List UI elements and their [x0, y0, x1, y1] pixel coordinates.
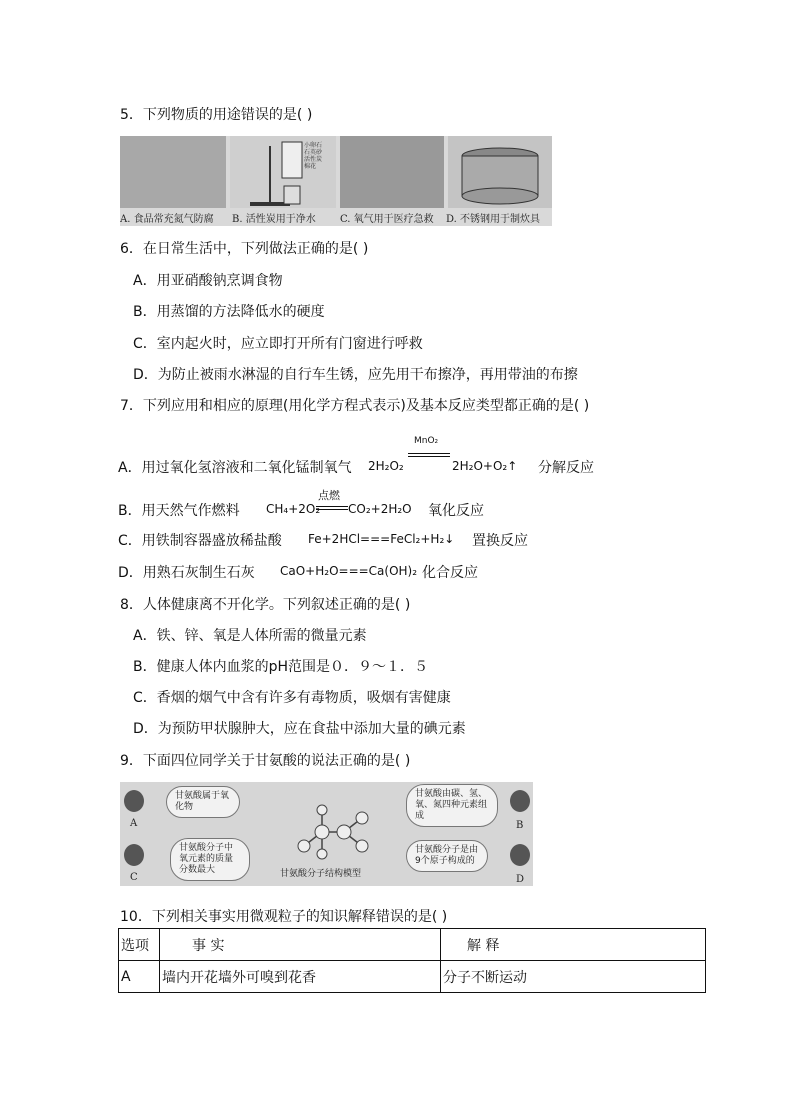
q8-option-c: C．香烟的烟气中含有许多有毒物质，吸烟有害健康	[133, 690, 451, 706]
letter-b: B	[516, 820, 524, 831]
q7-b-left: CH₄+2O₂	[266, 502, 321, 516]
q10-stem: 10．下列相关事实用微观粒子的知识解释错误的是( )	[120, 909, 448, 925]
q7-c-equation: Fe+2HCl===FeCl₂+H₂↓	[308, 532, 455, 546]
table-row	[119, 961, 706, 993]
q5-caption-b: B. 活性炭用于净水	[232, 214, 316, 225]
student-a-avatar	[124, 790, 144, 812]
q7-d-equation: CaO+H₂O===Ca(OH)₂	[280, 564, 418, 578]
q9-stem: 9．下面四位同学关于甘氨酸的说法正确的是( )	[120, 753, 411, 769]
header-explanation: 解 释	[441, 929, 706, 961]
bubble-c: 甘氨酸分子中氧元素的质量分数最大	[170, 838, 250, 881]
q7-b-right: CO₂+2H₂O	[348, 502, 412, 516]
q7-c-type: 置换反应	[472, 533, 528, 549]
letter-d: D	[516, 874, 525, 885]
header-option: 选项	[119, 929, 160, 961]
q9-image	[120, 782, 533, 886]
q5-caption-a: A. 食品常充氮气防腐	[120, 214, 214, 225]
glycine-molecule-model-icon	[290, 800, 380, 862]
cell-option: A	[119, 961, 160, 993]
q7-d-type: 化合反应	[422, 565, 478, 581]
q5-panel-a	[120, 136, 226, 208]
q5-panel-c	[340, 136, 444, 208]
header-fact: 事 实	[160, 929, 441, 961]
q7-b-condition: 点燃	[318, 489, 340, 502]
model-caption: 甘氨酸分子结构模型	[280, 869, 362, 879]
q6-option-b: B．用蒸馏的方法降低水的硬度	[133, 304, 325, 320]
q7-option-b: B．用天然气作燃料	[118, 503, 240, 519]
q7-option-a: A．用过氧化氢溶液和二氧化锰制氧气	[118, 460, 352, 476]
q7-stem: 7．下列应用和相应的原理(用化学方程式表示)及基本反应类型都正确的是( )	[120, 398, 590, 414]
bubble-d: 甘氨酸分子是由9个原子构成的	[406, 840, 488, 872]
q6-option-a: A．用亚硝酸钠烹调食物	[133, 273, 283, 289]
q6-option-d: D．为防止被雨水淋湿的自行车生锈，应先用干布擦净，再用带油的布擦	[133, 367, 578, 383]
q6-stem: 6．在日常生活中，下列做法正确的是( )	[120, 241, 369, 257]
q8-option-a: A．铁、锌、氧是人体所需的微量元素	[133, 628, 367, 644]
q7-option-d: D．用熟石灰制生石灰	[118, 565, 255, 581]
q8-option-b: B．健康人体内血浆的pH范围是０．９～１．５	[133, 659, 429, 675]
q8-option-d: D．为预防甲状腺肿大，应在食盐中添加大量的碘元素	[133, 721, 466, 737]
q7-a-arrow-line-1	[408, 453, 450, 454]
q7-b-line-1	[316, 506, 348, 507]
q7-a-arrow-line-2	[408, 456, 450, 457]
q8-stem: 8．人体健康离不开化学。下列叙述正确的是( )	[120, 597, 411, 613]
q5-panel-d	[448, 136, 552, 208]
q7-option-c: C．用铁制容器盛放稀盐酸	[118, 533, 282, 549]
student-c-avatar	[124, 844, 144, 866]
q6-option-c: C．室内起火时，应立即打开所有门窗进行呼救	[133, 336, 423, 352]
cell-fact: 墙内开花墙外可嗅到花香	[160, 961, 441, 993]
bubble-a: 甘氨酸属于氧化物	[166, 786, 240, 818]
q5-caption-d: D. 不锈钢用于制炊具	[446, 214, 541, 225]
q7-b-line-2	[316, 509, 348, 510]
letter-c: C	[130, 872, 138, 883]
q5-caption-c: C. 氧气用于医疗急救	[340, 214, 434, 225]
table-header-row	[119, 929, 706, 961]
q7-a-type: 分解反应	[538, 460, 594, 476]
pressure-cooker-icon	[448, 136, 552, 208]
q7-b-type: 氧化反应	[428, 503, 484, 519]
q5-beaker-labels: 小卵石 石英砂 活性炭 棉花	[304, 142, 323, 170]
q5-stem: 5．下列物质的用途错误的是( )	[120, 107, 313, 123]
q10-table	[118, 928, 706, 993]
letter-a: A	[130, 818, 138, 829]
bubble-b: 甘氨酸由碳、氢、氧、氮四种元素组成	[406, 784, 498, 827]
q7-a-catalyst: MnO₂	[414, 436, 439, 446]
q7-a-right: 2H₂O+O₂↑	[452, 459, 518, 473]
q5-image	[120, 136, 552, 226]
student-d-avatar	[510, 844, 530, 866]
q7-a-left: 2H₂O₂	[368, 459, 404, 473]
student-b-avatar	[510, 790, 530, 812]
cell-explanation: 分子不断运动	[441, 961, 706, 993]
